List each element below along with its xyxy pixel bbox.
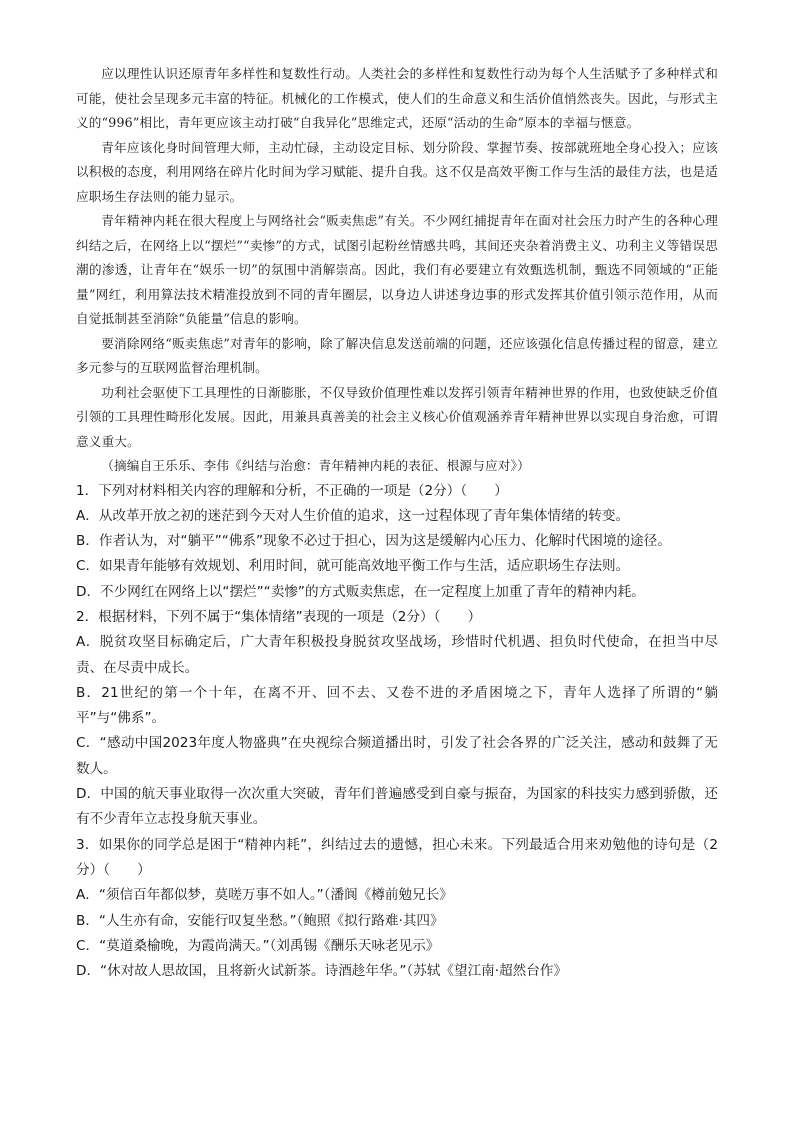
- passage-paragraph-4: 要消除网络“贩卖焦虑”对青年的影响，除了解决信息发送前端的问题，还应该强化信息传播过程的留意，建立多元参与的互联网监督治理机制。: [76, 335, 718, 375]
- option-d: D．不少网红在网络上以“摆烂”“卖惨”的方式贩卖焦虑，在一定程度上加重了青年的精神内耗。: [76, 583, 645, 600]
- option-a: A．脱贫攻坚目标确定后，广大青年积极投身脱贫攻坚战场，珍惜时代机遇、担负时代使命，在担当中尽责、在尽责中成长。: [76, 634, 718, 676]
- option-d: D．中国的航天事业取得一次次重大突破，青年们普遍感受到自豪与振奋，为国家的科技实力感到骄傲，还有不少青年立志投身航天事业。: [76, 786, 718, 828]
- option-c: C．“莫道桑榆晚，为霞尚满天。”（刘禹锡《酬乐天咏老见示》: [76, 937, 440, 954]
- question-stem: 1．下列对材料相关内容的理解和分析，不正确的一项是（2分）（ ）: [76, 482, 508, 499]
- option-c: C．如果青年能够有效规划、利用时间，就可能高效地平衡工作与生活，适应职场生存法则。: [76, 558, 630, 575]
- exam-page: [76, 62, 718, 984]
- passage-paragraph-3: 青年精神内耗在很大程度上与网络社会“贩卖焦虑”有关。不少网红捕捉青年在面对社会压力时产生的各种心理纠结之后，在网络上以“摆烂”“卖惨”的方式，试图引起粉丝情感共鸣，其间还夹杂着消费主义、功利主义等错误思潮的渗透，让青年在“娱乐一切”的氛围中消解崇高。因此，我们有必要建立有效甄选机制，甄选不同领域的“正能量”网红，利用算法技术精准投放到不同的青年圈层，以身边人讲述身边事的形式发挥其价值引领示范作用，从而自觉抵制甚至消除“负能量”信息的影响。: [76, 213, 718, 326]
- passage-paragraph-1: 应以理性认识还原青年多样性和复数性行动。人类社会的多样性和复数性行动为每个人生活赋予了多种样式和可能，使社会呈现多元丰富的特征。机械化的工作模式，使人们的生命意义和生活价值悄然丧失。因此，与形式主义的“996”相比，青年更应该主动打破“自我异化”思维定式，还原“活动的生命”原本的幸福与惬意。: [76, 66, 718, 130]
- option-a: A．“须信百年都似梦，莫嗟万事不如人。”（潘阆《樽前勉兄长》: [76, 887, 453, 904]
- option-b: B．21世纪的第一个十年，在离不开、回不去、又卷不进的矛盾困境之下，青年人选择了所谓的“躺平”与“佛系”。: [76, 684, 718, 727]
- question-3: [76, 833, 718, 985]
- passage-paragraph-2: 青年应该化身时间管理大师，主动忙碌，主动设定目标、划分阶段、掌握节奏、按部就班地全身心投入；应该以积极的态度，利用网络在碎片化时间为学习赋能、提升自我。这不仅是高效平衡工作与生活的最佳方法，也是适应职场生存法则的能力显示。: [76, 139, 718, 204]
- passage-source: （摘编自王乐乐、李伟《纠结与治愈：青年精神内耗的表征、根源与应对》）: [101, 458, 530, 473]
- option-b: B．作者认为，对“躺平”“佛系”现象不必过于担心，因为这是缓解内心压力、化解时代困境的途径。: [76, 533, 671, 550]
- option-a: A．从改革开放之初的迷茫到今天对人生价值的追求，这一过程体现了青年集体情绪的转变。: [76, 507, 630, 524]
- option-b: B．“人生亦有命，安能行叹复坐愁。”（鲍照《拟行路难·其四》: [76, 912, 444, 929]
- question-1: [76, 479, 718, 605]
- option-c: C．“感动中国2023年度人物盛典”在央视综合频道播出时，引发了社会各界的广泛关注，感动和鼓舞了无数人。: [76, 735, 718, 777]
- reading-passage: [76, 62, 718, 479]
- passage-paragraph-5: 功利社会驱使下工具理性的日渐膨胀，不仅导致价值理性难以发挥引领青年精神世界的作用，也致使缺乏价值引领的工具理性畸形化发展。因此，用兼具真善美的社会主义核心价值观涵养青年精神世界以实现自身治愈，可谓意义重大。: [76, 384, 718, 449]
- question-2: [76, 605, 718, 833]
- question-stem: 2．根据材料，下列不属于“集体情绪”表现的一项是（2分）（ ）: [76, 608, 482, 625]
- question-list: [76, 479, 718, 985]
- question-stem: 3．如果你的同学总是困于“精神内耗”，纠结过去的遗憾，担心未来。下列最适合用来劝勉他的诗句是（2分）（ ）: [76, 836, 718, 878]
- option-d: D．“休对故人思故国，且将新火试新茶。诗酒趁年华。”（苏轼《望江南·超然台作》: [76, 963, 568, 980]
